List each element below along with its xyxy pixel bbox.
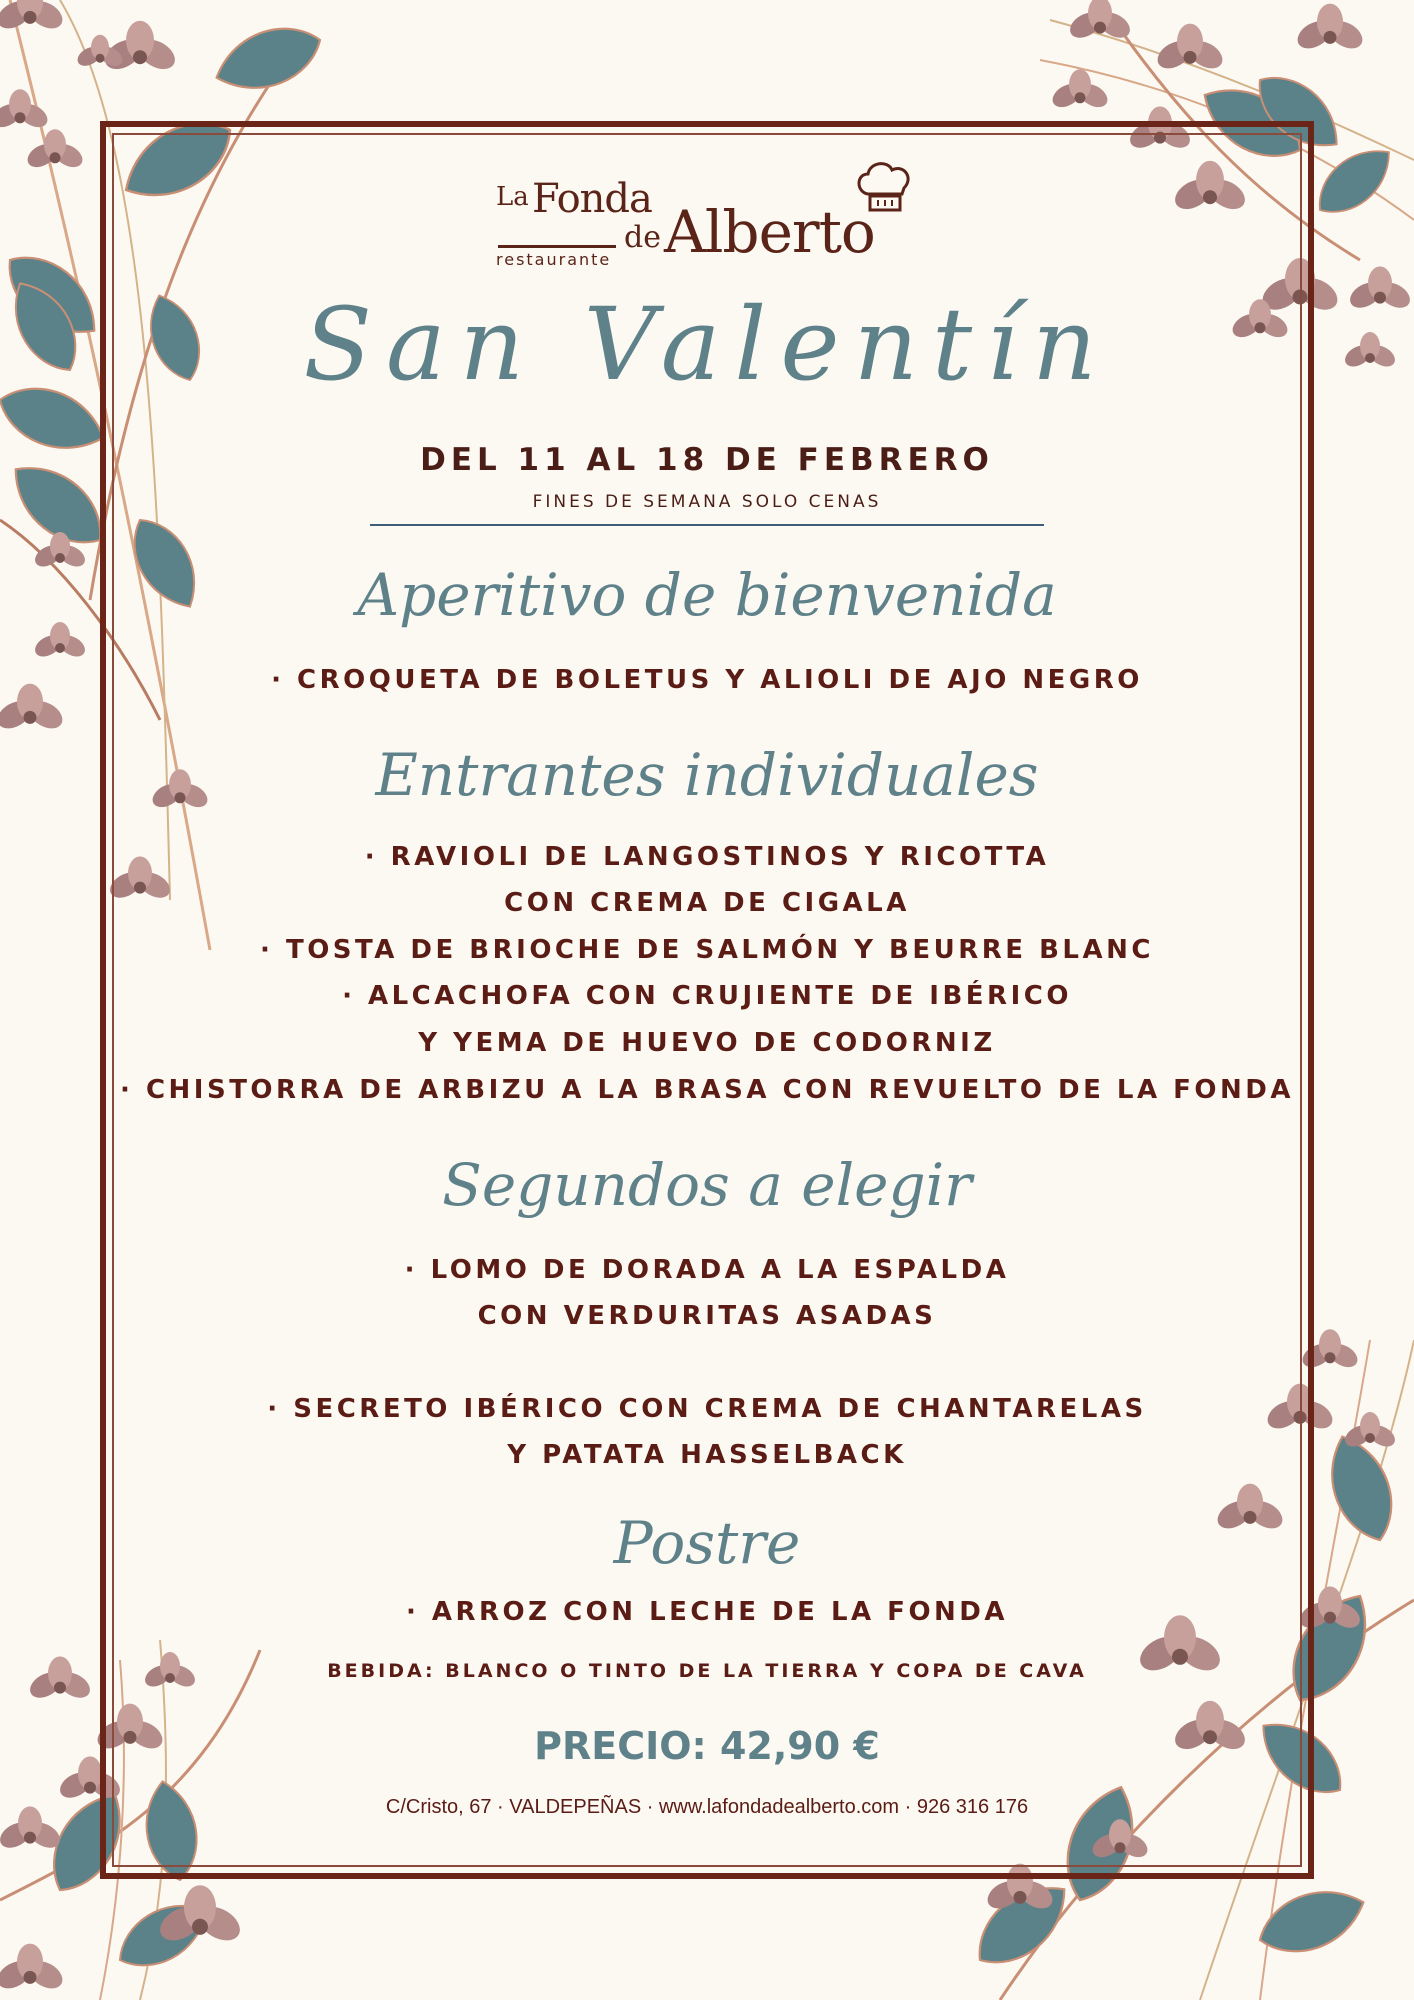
menu-item: CON CREMA DE CIGALA xyxy=(504,888,910,918)
logo-tagline: restaurante xyxy=(496,250,612,269)
footer-contact: C/Cristo, 67 · VALDEPEÑAS · www.lafondadealberto.com · 926 316 176 xyxy=(385,1796,1029,1818)
menu-item: · SECRETO IBÉRICO CON CREMA DE CHANTARELAS xyxy=(267,1394,1147,1424)
section-heading-entrantes: Entrantes individuales xyxy=(375,741,1039,809)
restaurant-logo xyxy=(496,160,916,280)
menu-item: · LOMO DE DORADA A LA ESPALDA xyxy=(404,1255,1010,1285)
menu-item: · RAVIOLI DE LANGOSTINOS Y RICOTTA xyxy=(364,842,1050,872)
menu-item: · CHISTORRA DE ARBIZU A LA BRASA CON REVUELTO DE LA FONDA xyxy=(120,1075,1294,1105)
section-heading-segundos: Segundos a elegir xyxy=(442,1151,972,1219)
menu-item: Y PATATA HASSELBACK xyxy=(507,1440,907,1470)
menu-item: · ALCACHOFA CON CRUJIENTE DE IBÉRICO xyxy=(342,981,1072,1011)
drink-note: BEBIDA: BLANCO O TINTO DE LA TIERRA Y COPA DE CAVA xyxy=(327,1660,1087,1682)
logo-la: La xyxy=(496,182,529,212)
chef-hat-icon xyxy=(854,160,914,216)
menu-item: · ARROZ CON LECHE DE LA FONDA xyxy=(405,1597,1009,1627)
logo-de: de xyxy=(624,220,661,255)
subtitle: FINES DE SEMANA SOLO CENAS xyxy=(532,492,882,512)
page-title: San Valentín xyxy=(303,286,1111,403)
logo-alberto: Alberto xyxy=(664,198,875,266)
menu-item: Y YEMA DE HUEVO DE CODORNIZ xyxy=(418,1028,996,1058)
section-heading-postre: Postre xyxy=(613,1509,801,1577)
logo-fonda: Fonda xyxy=(532,176,652,222)
menu-item: · TOSTA DE BRIOCHE DE SALMÓN Y BEURRE BLANC xyxy=(260,935,1154,965)
title-divider xyxy=(370,524,1044,526)
menu-item: CON VERDURITAS ASADAS xyxy=(477,1301,937,1331)
section-heading-aperitivo: Aperitivo de bienvenida xyxy=(357,561,1057,629)
logo-divider xyxy=(498,245,616,248)
price: PRECIO: 42,90 € xyxy=(534,1724,880,1768)
date-range: DEL 11 AL 18 DE FEBRERO xyxy=(420,442,994,478)
menu-item: · CROQUETA DE BOLETUS Y ALIOLI DE AJO NEGRO xyxy=(271,665,1143,695)
